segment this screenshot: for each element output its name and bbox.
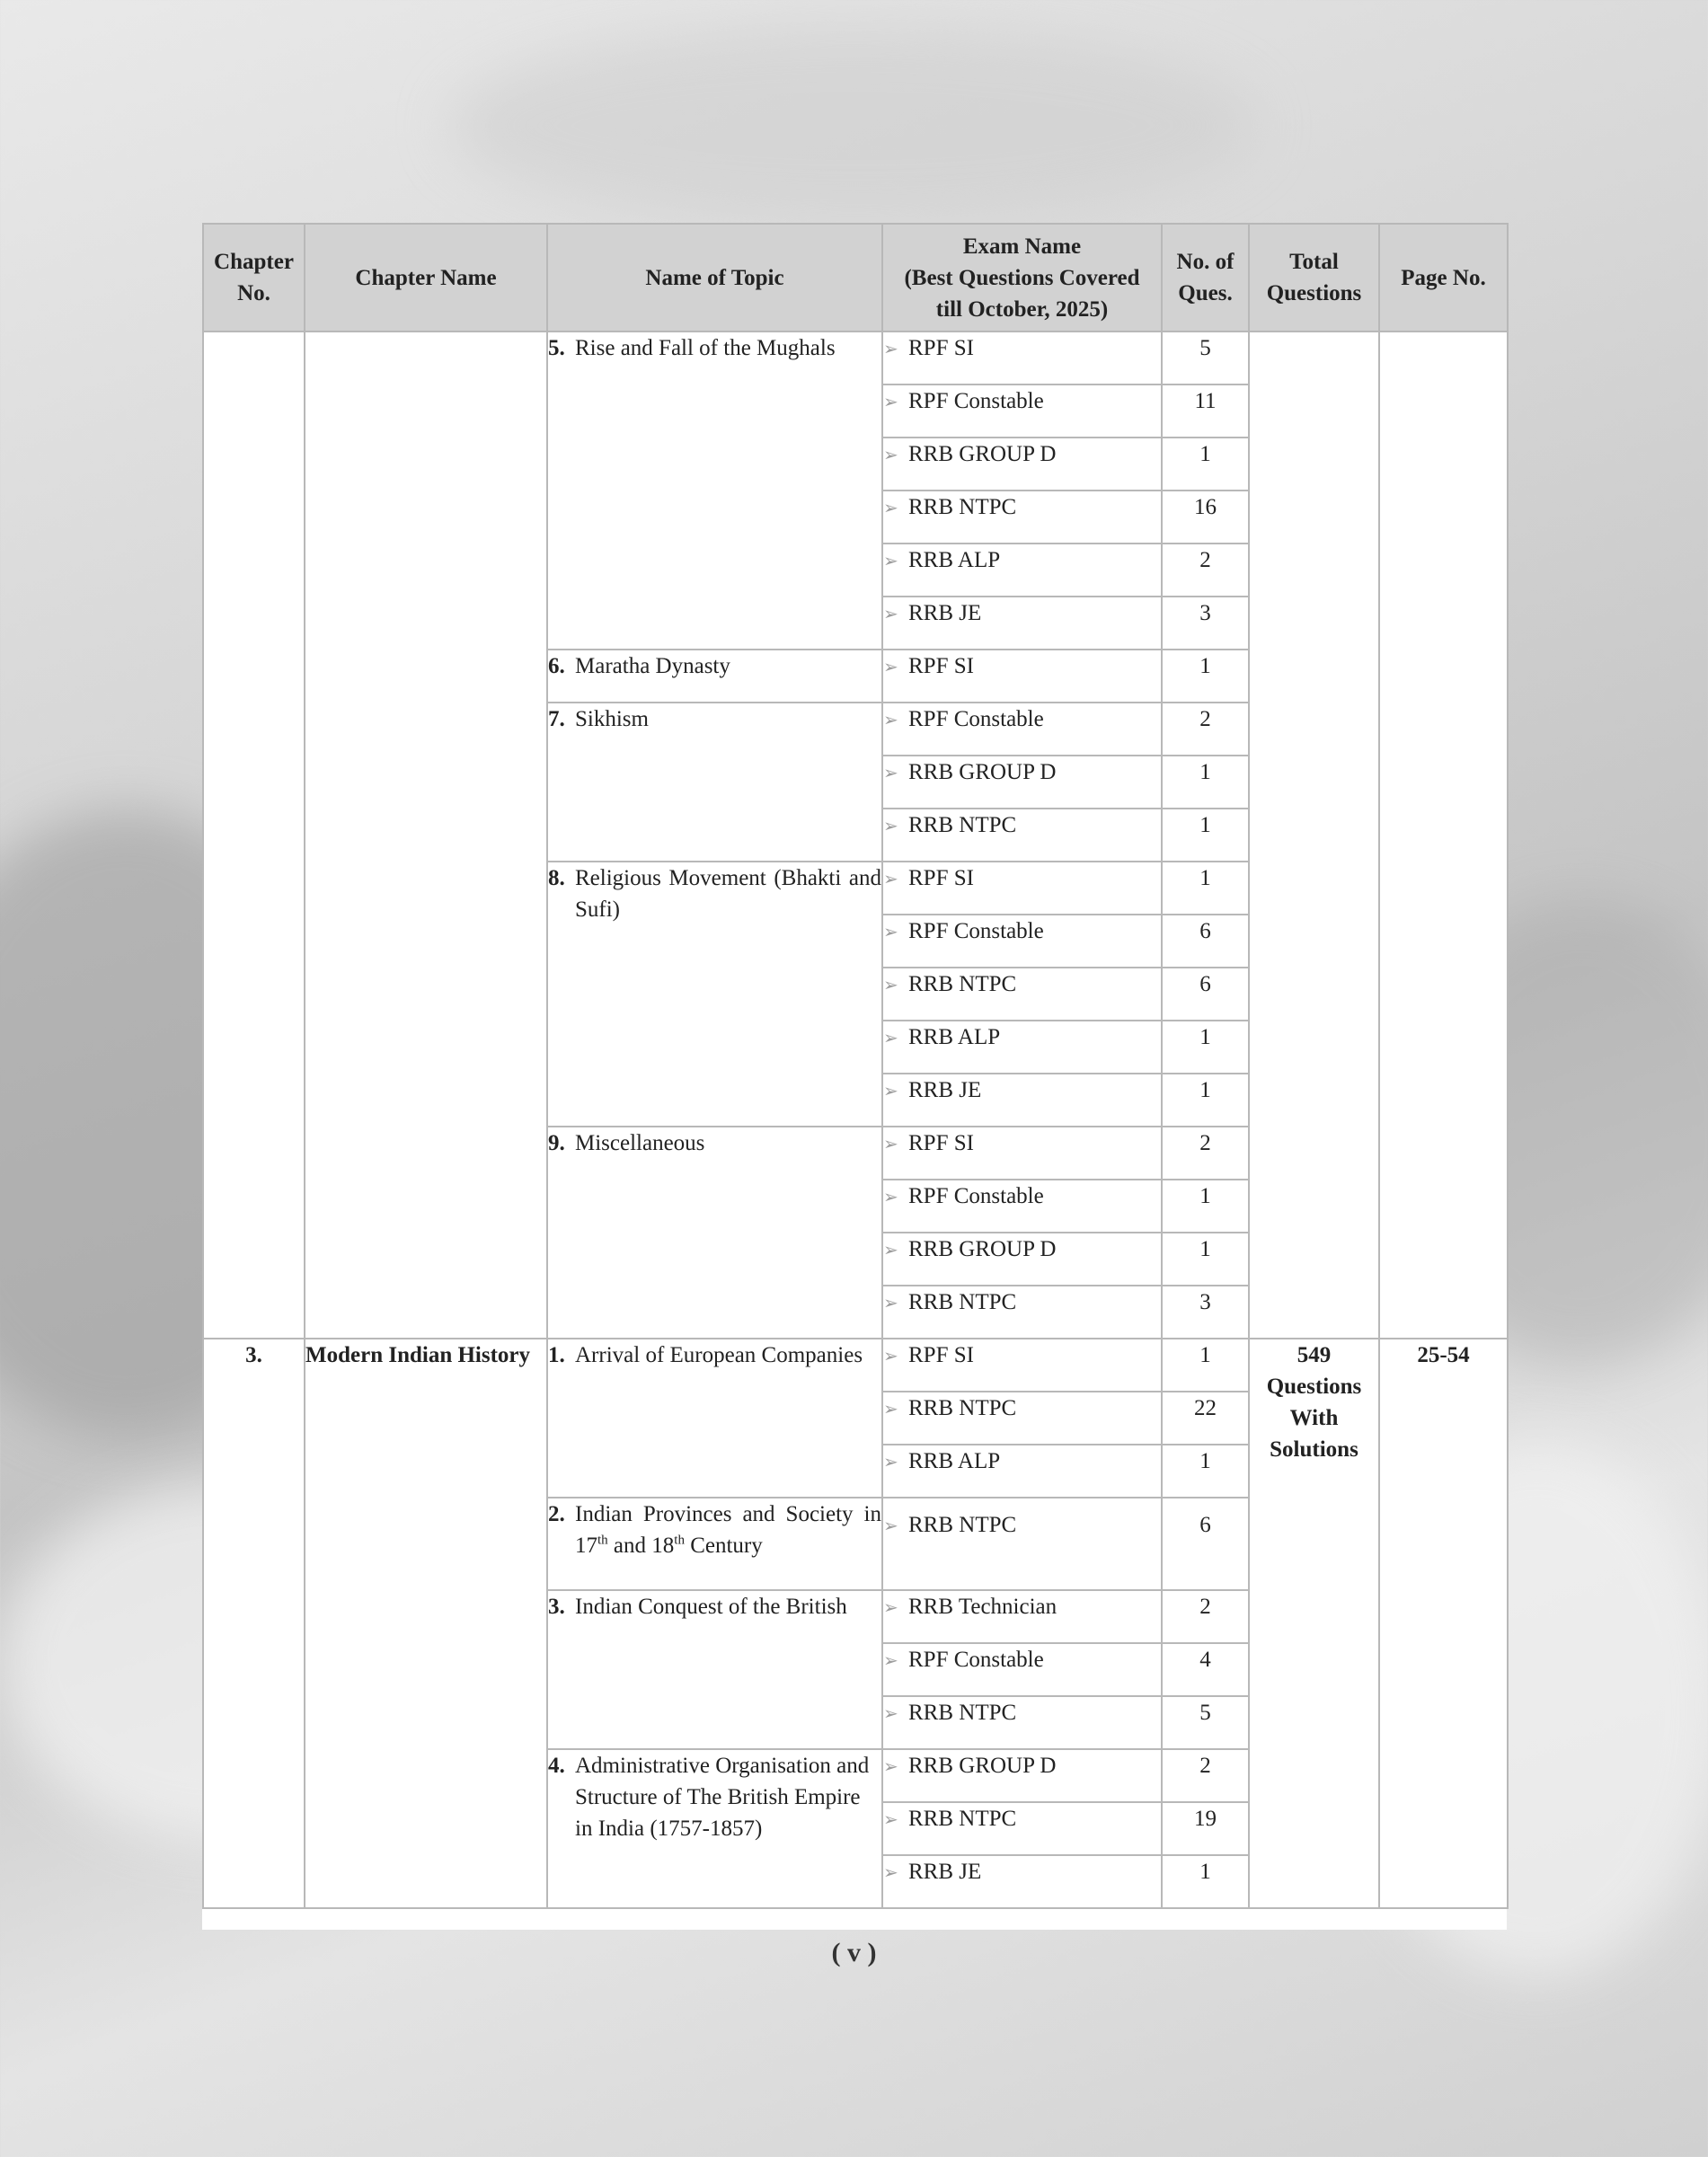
exam-name: RRB NTPC [908, 1701, 1017, 1725]
chapter-number: 3. [203, 1339, 305, 1908]
topic-name: Miscellaneous [575, 1131, 705, 1155]
arrow-bullet-icon: ➢ [883, 658, 898, 677]
exam-name: RPF Constable [908, 707, 1044, 731]
question-count: 2 [1162, 1749, 1249, 1802]
exam-cell [882, 491, 1162, 544]
topic-cell [547, 1339, 882, 1498]
question-count: 1 [1162, 1180, 1249, 1233]
topic-number: 6. [548, 654, 565, 678]
question-count: 2 [1162, 544, 1249, 597]
question-count: 1 [1162, 1445, 1249, 1498]
exam-cell [882, 915, 1162, 968]
exam-name: RRB NTPC [908, 1513, 1017, 1537]
arrow-bullet-icon: ➢ [883, 870, 898, 889]
topic-name: Arrival of European Companies [575, 1343, 863, 1367]
question-count: 6 [1162, 1498, 1249, 1590]
question-count: 6 [1162, 915, 1249, 968]
arrow-bullet-icon: ➢ [883, 976, 898, 995]
arrow-bullet-icon: ➢ [883, 711, 898, 730]
question-count: 1 [1162, 1855, 1249, 1908]
topic-name: Rise and Fall of the Mughals [575, 336, 836, 360]
question-count: 4 [1162, 1643, 1249, 1696]
question-count: 1 [1162, 756, 1249, 809]
total-questions-cell [1249, 332, 1379, 1339]
arrow-bullet-icon: ➢ [883, 1453, 898, 1472]
exam-name: RPF SI [908, 1343, 974, 1367]
exam-name: RPF Constable [908, 919, 1044, 943]
contents-table [202, 223, 1509, 1909]
question-count: 3 [1162, 1286, 1249, 1339]
header-total-questions: Total Questions [1249, 224, 1379, 332]
arrow-bullet-icon: ➢ [883, 1082, 898, 1101]
chapter-no-cell [203, 332, 305, 1339]
arrow-bullet-icon: ➢ [883, 1188, 898, 1207]
topic-cell [547, 332, 882, 650]
arrow-bullet-icon: ➢ [883, 764, 898, 783]
exam-name: RRB NTPC [908, 972, 1017, 996]
question-count: 1 [1162, 809, 1249, 862]
topic-name: Administrative Organisation and Structure of The British Empire in India (1757-1857) [575, 1754, 870, 1841]
topic-name: Religious Movement (Bhakti and Sufi) [575, 866, 881, 922]
topic-cell [547, 862, 882, 1127]
question-count: 1 [1162, 1233, 1249, 1286]
exam-cell [882, 862, 1162, 915]
topic-name-part: Indian Provinces and Society in 17 [575, 1502, 881, 1558]
exam-name: RRB ALP [908, 1449, 1001, 1473]
exam-name: RRB ALP [908, 1025, 1001, 1049]
arrow-bullet-icon: ➢ [883, 817, 898, 836]
page-number: ( v ) [831, 1938, 877, 1967]
exam-name: RRB JE [908, 1078, 982, 1102]
question-count: 2 [1162, 1590, 1249, 1643]
arrow-bullet-icon: ➢ [883, 1598, 898, 1618]
exam-cell [882, 1643, 1162, 1696]
arrow-bullet-icon: ➢ [883, 340, 898, 359]
topic-number: 7. [548, 707, 565, 731]
exam-cell [882, 1802, 1162, 1855]
arrow-bullet-icon: ➢ [883, 552, 898, 571]
topic-cell [547, 703, 882, 862]
arrow-bullet-icon: ➢ [883, 1863, 898, 1883]
header-exam-name [882, 224, 1162, 332]
exam-name: RRB JE [908, 1860, 982, 1884]
arrow-bullet-icon: ➢ [883, 1135, 898, 1154]
topic-number: 8. [548, 866, 565, 890]
question-count: 1 [1162, 862, 1249, 915]
exam-cell [882, 968, 1162, 1021]
topic-name [575, 1498, 881, 1561]
exam-cell [882, 544, 1162, 597]
question-count: 5 [1162, 1696, 1249, 1749]
exam-name: RRB GROUP D [908, 760, 1057, 784]
topic-cell [547, 1127, 882, 1339]
arrow-bullet-icon: ➢ [883, 1810, 898, 1830]
page-range: 25-54 [1379, 1339, 1508, 1908]
arrow-bullet-icon: ➢ [883, 923, 898, 942]
question-count: 2 [1162, 1127, 1249, 1180]
arrow-bullet-icon: ➢ [883, 1757, 898, 1777]
exam-cell [882, 650, 1162, 703]
exam-cell [882, 1445, 1162, 1498]
question-count: 5 [1162, 332, 1249, 385]
arrow-bullet-icon: ➢ [883, 1241, 898, 1260]
arrow-bullet-icon: ➢ [883, 1347, 898, 1366]
exam-cell [882, 1590, 1162, 1643]
exam-cell [882, 332, 1162, 385]
arrow-bullet-icon: ➢ [883, 446, 898, 465]
topic-number: 2. [548, 1502, 565, 1526]
exam-cell [882, 1021, 1162, 1074]
exam-name: RPF SI [908, 336, 974, 360]
topic-number: 3. [548, 1595, 565, 1619]
topic-cell [547, 1749, 882, 1908]
exam-name: RRB NTPC [908, 1396, 1017, 1420]
exam-name: RPF Constable [908, 1648, 1044, 1672]
topic-name-part: Century [684, 1534, 763, 1558]
exam-name: RRB GROUP D [908, 1754, 1057, 1778]
header-exam-line3: till October, 2025) [935, 296, 1109, 322]
exam-cell [882, 1074, 1162, 1127]
question-count: 22 [1162, 1392, 1249, 1445]
exam-cell [882, 1180, 1162, 1233]
exam-cell [882, 438, 1162, 491]
question-count: 3 [1162, 597, 1249, 650]
arrow-bullet-icon: ➢ [883, 1704, 898, 1724]
question-count: 2 [1162, 703, 1249, 756]
exam-cell [882, 756, 1162, 809]
table-row [203, 1339, 1508, 1392]
exam-cell [882, 809, 1162, 862]
question-count: 11 [1162, 385, 1249, 438]
topic-cell [547, 1498, 882, 1590]
exam-name: RRB NTPC [908, 1807, 1017, 1831]
total-questions: 549 Questions With Solutions [1249, 1339, 1379, 1908]
exam-cell [882, 385, 1162, 438]
question-count: 1 [1162, 1339, 1249, 1392]
arrow-bullet-icon: ➢ [883, 1516, 898, 1536]
header-page-no: Page No. [1379, 224, 1508, 332]
topic-number: 5. [548, 336, 565, 360]
exam-cell [882, 1339, 1162, 1392]
arrow-bullet-icon: ➢ [883, 1400, 898, 1419]
table-row [203, 332, 1508, 385]
header-exam-line2: (Best Questions Covered [904, 265, 1140, 290]
question-count: 1 [1162, 1074, 1249, 1127]
exam-name: RRB GROUP D [908, 1237, 1057, 1261]
topic-cell [547, 650, 882, 703]
ordinal-suffix: th [674, 1533, 685, 1548]
arrow-bullet-icon: ➢ [883, 1294, 898, 1313]
exam-name: RPF Constable [908, 389, 1044, 413]
exam-name: RRB NTPC [908, 1290, 1017, 1314]
arrow-bullet-icon: ➢ [883, 1651, 898, 1671]
exam-cell [882, 1233, 1162, 1286]
exam-cell [882, 597, 1162, 650]
topic-name-part: and 18 [607, 1534, 675, 1558]
header-exam-line1: Exam Name [962, 234, 1082, 259]
arrow-bullet-icon: ➢ [883, 1029, 898, 1048]
exam-cell [882, 1498, 1162, 1590]
topic-cell [547, 1590, 882, 1749]
exam-name: RRB ALP [908, 548, 1001, 572]
exam-name: RRB NTPC [908, 813, 1017, 837]
chapter-name: Modern Indian History [305, 1339, 547, 1908]
exam-name: RRB GROUP D [908, 442, 1057, 466]
ordinal-suffix: th [597, 1533, 608, 1548]
exam-cell [882, 1286, 1162, 1339]
exam-name: RRB NTPC [908, 495, 1017, 519]
question-count: 1 [1162, 438, 1249, 491]
arrow-bullet-icon: ➢ [883, 499, 898, 518]
question-count: 19 [1162, 1802, 1249, 1855]
question-count: 16 [1162, 491, 1249, 544]
topic-number: 4. [548, 1754, 565, 1778]
exam-cell [882, 1855, 1162, 1908]
arrow-bullet-icon: ➢ [883, 393, 898, 412]
arrow-bullet-icon: ➢ [883, 605, 898, 624]
header-no-of-ques: No. of Ques. [1162, 224, 1249, 332]
exam-cell [882, 1696, 1162, 1749]
question-count: 1 [1162, 1021, 1249, 1074]
question-count: 6 [1162, 968, 1249, 1021]
exam-cell [882, 1749, 1162, 1802]
exam-name: RRB Technician [908, 1595, 1058, 1619]
exam-cell [882, 703, 1162, 756]
topic-name: Sikhism [575, 707, 649, 731]
exam-cell [882, 1127, 1162, 1180]
exam-name: RPF Constable [908, 1184, 1044, 1208]
exam-name: RPF SI [908, 654, 974, 678]
question-count: 1 [1162, 650, 1249, 703]
header-row [203, 224, 1508, 332]
exam-cell [882, 1392, 1162, 1445]
topic-number: 1. [548, 1343, 565, 1367]
topic-name: Indian Conquest of the British [575, 1595, 847, 1619]
exam-name: RPF SI [908, 866, 974, 890]
exam-name: RRB JE [908, 601, 982, 625]
page-no-cell [1379, 332, 1508, 1339]
chapter-name-cell [305, 332, 547, 1339]
topic-number: 9. [548, 1131, 565, 1155]
header-chapter-name: Chapter Name [305, 224, 547, 332]
exam-name: RPF SI [908, 1131, 974, 1155]
header-chapter-no: Chapter No. [203, 224, 305, 332]
header-topic: Name of Topic [547, 224, 882, 332]
topic-name: Maratha Dynasty [575, 654, 730, 678]
